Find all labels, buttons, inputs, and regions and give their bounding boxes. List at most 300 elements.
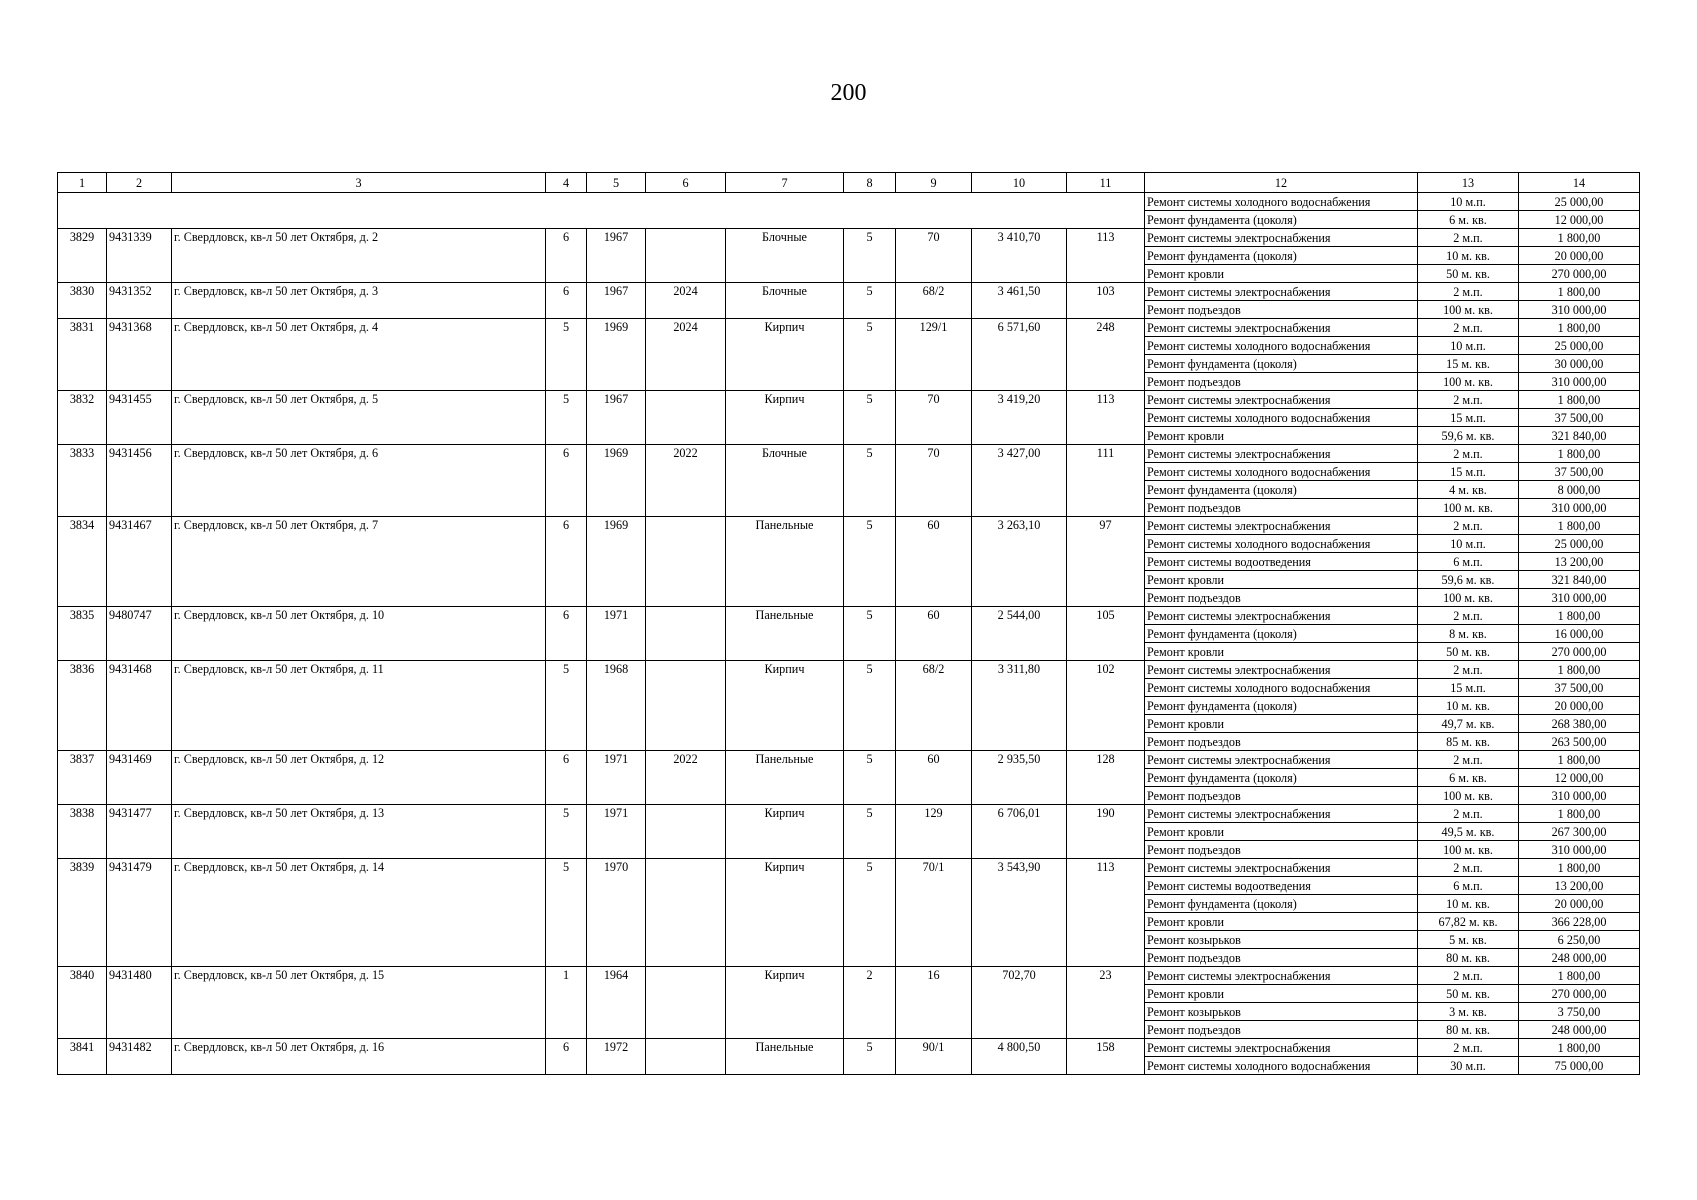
work-price-cell: 13 200,00 bbox=[1519, 877, 1640, 895]
work-price-cell: 1 800,00 bbox=[1519, 1039, 1640, 1057]
work-quantity-cell: 10 м. кв. bbox=[1418, 895, 1519, 913]
col-header-2: 2 bbox=[107, 173, 172, 193]
work-type-cell: Ремонт кровли bbox=[1145, 985, 1418, 1003]
col4-cell: 6 bbox=[546, 517, 587, 607]
floors-cell: 5 bbox=[844, 805, 896, 859]
residents-cell: 102 bbox=[1067, 661, 1145, 751]
work-quantity-cell: 10 м. кв. bbox=[1418, 697, 1519, 715]
work-price-cell: 1 800,00 bbox=[1519, 445, 1640, 463]
work-quantity-cell: 100 м. кв. bbox=[1418, 787, 1519, 805]
work-price-cell: 1 800,00 bbox=[1519, 283, 1640, 301]
work-type-cell: Ремонт системы холодного водоснабжения bbox=[1145, 679, 1418, 697]
work-price-cell: 1 800,00 bbox=[1519, 859, 1640, 877]
work-price-cell: 268 380,00 bbox=[1519, 715, 1640, 733]
work-type-cell: Ремонт кровли bbox=[1145, 571, 1418, 589]
row-number-cell: 3832 bbox=[58, 391, 107, 445]
work-price-cell: 310 000,00 bbox=[1519, 787, 1640, 805]
work-price-cell: 20 000,00 bbox=[1519, 247, 1640, 265]
work-type-cell: Ремонт системы электроснабжения bbox=[1145, 229, 1418, 247]
year-built-cell: 1972 bbox=[587, 1039, 646, 1075]
work-quantity-cell: 59,6 м. кв. bbox=[1418, 571, 1519, 589]
col-header-9: 9 bbox=[896, 173, 972, 193]
residents-cell: 97 bbox=[1067, 517, 1145, 607]
col9-cell: 129/1 bbox=[896, 319, 972, 391]
work-quantity-cell: 85 м. кв. bbox=[1418, 733, 1519, 751]
work-type-cell: Ремонт козырьков bbox=[1145, 931, 1418, 949]
work-quantity-cell: 59,6 м. кв. bbox=[1418, 427, 1519, 445]
col4-cell: 5 bbox=[546, 661, 587, 751]
wall-material-cell: Кирпич bbox=[726, 805, 844, 859]
wall-material-cell: Панельные bbox=[726, 1039, 844, 1075]
building-code-cell: 9431455 bbox=[107, 391, 172, 445]
col9-cell: 68/2 bbox=[896, 283, 972, 319]
work-price-cell: 321 840,00 bbox=[1519, 571, 1640, 589]
floors-cell: 5 bbox=[844, 319, 896, 391]
col9-cell: 70 bbox=[896, 391, 972, 445]
floors-cell: 5 bbox=[844, 283, 896, 319]
address-cell: г. Свердловск, кв-л 50 лет Октября, д. 12 bbox=[172, 751, 546, 805]
col6-cell bbox=[646, 1039, 726, 1075]
address-cell: г. Свердловск, кв-л 50 лет Октября, д. 14 bbox=[172, 859, 546, 967]
row-number-cell: 3839 bbox=[58, 859, 107, 967]
wall-material-cell: Кирпич bbox=[726, 391, 844, 445]
area-cell: 3 543,90 bbox=[972, 859, 1067, 967]
work-price-cell: 1 800,00 bbox=[1519, 967, 1640, 985]
work-quantity-cell: 50 м. кв. bbox=[1418, 643, 1519, 661]
work-quantity-cell: 2 м.п. bbox=[1418, 607, 1519, 625]
work-price-cell: 12 000,00 bbox=[1519, 769, 1640, 787]
col6-cell: 2024 bbox=[646, 283, 726, 319]
work-quantity-cell: 5 м. кв. bbox=[1418, 931, 1519, 949]
work-price-cell: 8 000,00 bbox=[1519, 481, 1640, 499]
year-built-cell: 1967 bbox=[587, 283, 646, 319]
work-price-cell: 310 000,00 bbox=[1519, 841, 1640, 859]
floors-cell: 5 bbox=[844, 445, 896, 517]
address-cell: г. Свердловск, кв-л 50 лет Октября, д. 7 bbox=[172, 517, 546, 607]
work-quantity-cell: 6 м.п. bbox=[1418, 877, 1519, 895]
col-header-8: 8 bbox=[844, 173, 896, 193]
col4-cell: 6 bbox=[546, 283, 587, 319]
work-quantity-cell: 50 м. кв. bbox=[1418, 985, 1519, 1003]
work-price-cell: 1 800,00 bbox=[1519, 319, 1640, 337]
work-price-cell: 1 800,00 bbox=[1519, 805, 1640, 823]
col-header-11: 11 bbox=[1067, 173, 1145, 193]
row-number-cell: 3829 bbox=[58, 229, 107, 283]
building-code-cell: 9431480 bbox=[107, 967, 172, 1039]
work-type-cell: Ремонт фундамента (цоколя) bbox=[1145, 895, 1418, 913]
page-number: 200 bbox=[830, 80, 867, 106]
floors-cell: 5 bbox=[844, 607, 896, 661]
work-type-cell: Ремонт фундамента (цоколя) bbox=[1145, 211, 1418, 229]
col4-cell: 6 bbox=[546, 607, 587, 661]
col6-cell: 2022 bbox=[646, 445, 726, 517]
work-quantity-cell: 100 м. кв. bbox=[1418, 841, 1519, 859]
col6-cell bbox=[646, 391, 726, 445]
col9-cell: 129 bbox=[896, 805, 972, 859]
table-row bbox=[58, 607, 1640, 625]
residents-cell: 190 bbox=[1067, 805, 1145, 859]
wall-material-cell: Кирпич bbox=[726, 859, 844, 967]
work-quantity-cell: 50 м. кв. bbox=[1418, 265, 1519, 283]
work-price-cell: 270 000,00 bbox=[1519, 985, 1640, 1003]
row-number-cell: 3841 bbox=[58, 1039, 107, 1075]
work-type-cell: Ремонт системы электроснабжения bbox=[1145, 661, 1418, 679]
work-quantity-cell: 6 м. кв. bbox=[1418, 211, 1519, 229]
row-number-cell: 3836 bbox=[58, 661, 107, 751]
table-row bbox=[58, 193, 1640, 211]
area-cell: 3 427,00 bbox=[972, 445, 1067, 517]
area-cell: 2 544,00 bbox=[972, 607, 1067, 661]
work-price-cell: 366 228,00 bbox=[1519, 913, 1640, 931]
work-price-cell: 30 000,00 bbox=[1519, 355, 1640, 373]
work-type-cell: Ремонт козырьков bbox=[1145, 1003, 1418, 1021]
area-cell: 6 706,01 bbox=[972, 805, 1067, 859]
work-price-cell: 1 800,00 bbox=[1519, 229, 1640, 247]
col9-cell: 70 bbox=[896, 445, 972, 517]
table-row bbox=[58, 283, 1640, 301]
building-code-cell: 9431482 bbox=[107, 1039, 172, 1075]
work-type-cell: Ремонт подъездов bbox=[1145, 841, 1418, 859]
work-type-cell: Ремонт подъездов bbox=[1145, 301, 1418, 319]
work-quantity-cell: 10 м. кв. bbox=[1418, 247, 1519, 265]
col4-cell: 6 bbox=[546, 445, 587, 517]
work-type-cell: Ремонт системы электроснабжения bbox=[1145, 805, 1418, 823]
work-quantity-cell: 6 м.п. bbox=[1418, 553, 1519, 571]
work-type-cell: Ремонт кровли bbox=[1145, 643, 1418, 661]
floors-cell: 2 bbox=[844, 967, 896, 1039]
year-built-cell: 1967 bbox=[587, 229, 646, 283]
work-type-cell: Ремонт фундамента (цоколя) bbox=[1145, 355, 1418, 373]
col6-cell bbox=[646, 805, 726, 859]
work-type-cell: Ремонт системы электроснабжения bbox=[1145, 607, 1418, 625]
col4-cell: 6 bbox=[546, 229, 587, 283]
work-type-cell: Ремонт фундамента (цоколя) bbox=[1145, 247, 1418, 265]
building-code-cell: 9431352 bbox=[107, 283, 172, 319]
area-cell: 6 571,60 bbox=[972, 319, 1067, 391]
col6-cell bbox=[646, 517, 726, 607]
col9-cell: 70/1 bbox=[896, 859, 972, 967]
residents-cell: 128 bbox=[1067, 751, 1145, 805]
work-quantity-cell: 2 м.п. bbox=[1418, 319, 1519, 337]
work-quantity-cell: 15 м.п. bbox=[1418, 463, 1519, 481]
building-code-cell: 9431469 bbox=[107, 751, 172, 805]
work-quantity-cell: 100 м. кв. bbox=[1418, 499, 1519, 517]
work-type-cell: Ремонт системы водоотведения bbox=[1145, 877, 1418, 895]
work-price-cell: 3 750,00 bbox=[1519, 1003, 1640, 1021]
residents-cell: 158 bbox=[1067, 1039, 1145, 1075]
residents-cell: 111 bbox=[1067, 445, 1145, 517]
area-cell: 3 419,20 bbox=[972, 391, 1067, 445]
table-body bbox=[58, 193, 1640, 1075]
work-quantity-cell: 2 м.п. bbox=[1418, 751, 1519, 769]
wall-material-cell: Блочные bbox=[726, 283, 844, 319]
work-price-cell: 310 000,00 bbox=[1519, 499, 1640, 517]
work-quantity-cell: 4 м. кв. bbox=[1418, 481, 1519, 499]
work-price-cell: 20 000,00 bbox=[1519, 895, 1640, 913]
work-quantity-cell: 2 м.п. bbox=[1418, 859, 1519, 877]
work-quantity-cell: 2 м.п. bbox=[1418, 391, 1519, 409]
col-header-7: 7 bbox=[726, 173, 844, 193]
col-header-14: 14 bbox=[1519, 173, 1640, 193]
col-header-4: 4 bbox=[546, 173, 587, 193]
residents-cell: 103 bbox=[1067, 283, 1145, 319]
table-row bbox=[58, 1039, 1640, 1057]
col9-cell: 90/1 bbox=[896, 1039, 972, 1075]
row-number-cell: 3837 bbox=[58, 751, 107, 805]
work-type-cell: Ремонт фундамента (цоколя) bbox=[1145, 769, 1418, 787]
col9-cell: 60 bbox=[896, 607, 972, 661]
work-quantity-cell: 49,5 м. кв. bbox=[1418, 823, 1519, 841]
work-quantity-cell: 2 м.п. bbox=[1418, 517, 1519, 535]
col6-cell bbox=[646, 229, 726, 283]
work-price-cell: 16 000,00 bbox=[1519, 625, 1640, 643]
work-type-cell: Ремонт системы холодного водоснабжения bbox=[1145, 409, 1418, 427]
col-header-5: 5 bbox=[587, 173, 646, 193]
work-price-cell: 37 500,00 bbox=[1519, 463, 1640, 481]
work-type-cell: Ремонт подъездов bbox=[1145, 499, 1418, 517]
year-built-cell: 1969 bbox=[587, 319, 646, 391]
table-row bbox=[58, 661, 1640, 679]
table-row bbox=[58, 517, 1640, 535]
work-type-cell: Ремонт фундамента (цоколя) bbox=[1145, 697, 1418, 715]
col4-cell: 5 bbox=[546, 859, 587, 967]
work-quantity-cell: 15 м.п. bbox=[1418, 679, 1519, 697]
work-quantity-cell: 2 м.п. bbox=[1418, 445, 1519, 463]
col4-cell: 5 bbox=[546, 319, 587, 391]
floors-cell: 5 bbox=[844, 391, 896, 445]
work-price-cell: 263 500,00 bbox=[1519, 733, 1640, 751]
work-type-cell: Ремонт системы электроснабжения bbox=[1145, 859, 1418, 877]
row-number-cell: 3835 bbox=[58, 607, 107, 661]
work-quantity-cell: 3 м. кв. bbox=[1418, 1003, 1519, 1021]
work-type-cell: Ремонт системы электроснабжения bbox=[1145, 283, 1418, 301]
col-header-3: 3 bbox=[172, 173, 546, 193]
work-type-cell: Ремонт системы электроснабжения bbox=[1145, 751, 1418, 769]
work-type-cell: Ремонт системы электроснабжения bbox=[1145, 319, 1418, 337]
work-type-cell: Ремонт системы электроснабжения bbox=[1145, 1039, 1418, 1057]
work-type-cell: Ремонт системы электроснабжения bbox=[1145, 391, 1418, 409]
row-number-cell: 3831 bbox=[58, 319, 107, 391]
row-number-cell: 3838 bbox=[58, 805, 107, 859]
col9-cell: 70 bbox=[896, 229, 972, 283]
work-type-cell: Ремонт системы холодного водоснабжения bbox=[1145, 337, 1418, 355]
work-quantity-cell: 100 м. кв. bbox=[1418, 373, 1519, 391]
building-code-cell: 9431479 bbox=[107, 859, 172, 967]
year-built-cell: 1964 bbox=[587, 967, 646, 1039]
work-quantity-cell: 100 м. кв. bbox=[1418, 301, 1519, 319]
work-type-cell: Ремонт подъездов bbox=[1145, 1021, 1418, 1039]
work-price-cell: 20 000,00 bbox=[1519, 697, 1640, 715]
col4-cell: 5 bbox=[546, 391, 587, 445]
table-row bbox=[58, 967, 1640, 985]
address-cell: г. Свердловск, кв-л 50 лет Октября, д. 5 bbox=[172, 391, 546, 445]
building-code-cell: 9431468 bbox=[107, 661, 172, 751]
col4-cell: 6 bbox=[546, 751, 587, 805]
work-price-cell: 25 000,00 bbox=[1519, 337, 1640, 355]
work-quantity-cell: 15 м.п. bbox=[1418, 409, 1519, 427]
area-cell: 3 311,80 bbox=[972, 661, 1067, 751]
work-quantity-cell: 2 м.п. bbox=[1418, 805, 1519, 823]
work-type-cell: Ремонт кровли bbox=[1145, 913, 1418, 931]
work-type-cell: Ремонт кровли bbox=[1145, 715, 1418, 733]
table-row bbox=[58, 319, 1640, 337]
work-type-cell: Ремонт системы электроснабжения bbox=[1145, 445, 1418, 463]
work-quantity-cell: 8 м. кв. bbox=[1418, 625, 1519, 643]
wall-material-cell: Блочные bbox=[726, 445, 844, 517]
table-row bbox=[58, 391, 1640, 409]
row-number-cell: 3840 bbox=[58, 967, 107, 1039]
work-type-cell: Ремонт системы холодного водоснабжения bbox=[1145, 193, 1418, 211]
wall-material-cell: Кирпич bbox=[726, 661, 844, 751]
address-cell: г. Свердловск, кв-л 50 лет Октября, д. 6 bbox=[172, 445, 546, 517]
work-quantity-cell: 2 м.п. bbox=[1418, 229, 1519, 247]
area-cell: 2 935,50 bbox=[972, 751, 1067, 805]
work-quantity-cell: 15 м. кв. bbox=[1418, 355, 1519, 373]
work-price-cell: 270 000,00 bbox=[1519, 643, 1640, 661]
address-cell: г. Свердловск, кв-л 50 лет Октября, д. 11 bbox=[172, 661, 546, 751]
work-price-cell: 310 000,00 bbox=[1519, 301, 1640, 319]
area-cell: 3 263,10 bbox=[972, 517, 1067, 607]
work-type-cell: Ремонт системы электроснабжения bbox=[1145, 967, 1418, 985]
year-built-cell: 1971 bbox=[587, 805, 646, 859]
work-type-cell: Ремонт подъездов bbox=[1145, 949, 1418, 967]
work-price-cell: 310 000,00 bbox=[1519, 373, 1640, 391]
floors-cell: 5 bbox=[844, 751, 896, 805]
residents-cell: 113 bbox=[1067, 229, 1145, 283]
col6-cell bbox=[646, 661, 726, 751]
row-number-cell: 3833 bbox=[58, 445, 107, 517]
col-header-6: 6 bbox=[646, 173, 726, 193]
col4-cell: 5 bbox=[546, 805, 587, 859]
building-code-cell: 9431368 bbox=[107, 319, 172, 391]
col6-cell: 2024 bbox=[646, 319, 726, 391]
work-quantity-cell: 2 м.п. bbox=[1418, 1039, 1519, 1057]
address-cell: г. Свердловск, кв-л 50 лет Октября, д. 4 bbox=[172, 319, 546, 391]
work-type-cell: Ремонт подъездов bbox=[1145, 733, 1418, 751]
work-quantity-cell: 10 м.п. bbox=[1418, 193, 1519, 211]
col-header-10: 10 bbox=[972, 173, 1067, 193]
year-built-cell: 1967 bbox=[587, 391, 646, 445]
residents-cell: 113 bbox=[1067, 391, 1145, 445]
year-built-cell: 1969 bbox=[587, 445, 646, 517]
work-price-cell: 267 300,00 bbox=[1519, 823, 1640, 841]
residents-cell: 105 bbox=[1067, 607, 1145, 661]
work-type-cell: Ремонт кровли bbox=[1145, 823, 1418, 841]
col-header-12: 12 bbox=[1145, 173, 1418, 193]
col9-cell: 68/2 bbox=[896, 661, 972, 751]
work-price-cell: 270 000,00 bbox=[1519, 265, 1640, 283]
repair-table bbox=[57, 172, 1640, 1075]
work-price-cell: 248 000,00 bbox=[1519, 1021, 1640, 1039]
year-built-cell: 1970 bbox=[587, 859, 646, 967]
building-code-cell: 9431467 bbox=[107, 517, 172, 607]
work-quantity-cell: 6 м. кв. bbox=[1418, 769, 1519, 787]
work-price-cell: 6 250,00 bbox=[1519, 931, 1640, 949]
row-number-cell: 3834 bbox=[58, 517, 107, 607]
address-cell: г. Свердловск, кв-л 50 лет Октября, д. 16 bbox=[172, 1039, 546, 1075]
col9-cell: 60 bbox=[896, 751, 972, 805]
residents-cell: 23 bbox=[1067, 967, 1145, 1039]
area-cell: 3 410,70 bbox=[972, 229, 1067, 283]
work-type-cell: Ремонт системы холодного водоснабжения bbox=[1145, 535, 1418, 553]
work-quantity-cell: 49,7 м. кв. bbox=[1418, 715, 1519, 733]
address-cell: г. Свердловск, кв-л 50 лет Октября, д. 10 bbox=[172, 607, 546, 661]
work-price-cell: 25 000,00 bbox=[1519, 193, 1640, 211]
work-price-cell: 1 800,00 bbox=[1519, 661, 1640, 679]
address-cell: г. Свердловск, кв-л 50 лет Октября, д. 3 bbox=[172, 283, 546, 319]
work-quantity-cell: 67,82 м. кв. bbox=[1418, 913, 1519, 931]
floors-cell: 5 bbox=[844, 229, 896, 283]
address-cell: г. Свердловск, кв-л 50 лет Октября, д. 13 bbox=[172, 805, 546, 859]
work-quantity-cell: 80 м. кв. bbox=[1418, 1021, 1519, 1039]
col9-cell: 16 bbox=[896, 967, 972, 1039]
header-row bbox=[58, 173, 1640, 193]
work-price-cell: 1 800,00 bbox=[1519, 517, 1640, 535]
work-quantity-cell: 10 м.п. bbox=[1418, 337, 1519, 355]
year-built-cell: 1971 bbox=[587, 607, 646, 661]
address-cell: г. Свердловск, кв-л 50 лет Октября, д. 15 bbox=[172, 967, 546, 1039]
work-quantity-cell: 10 м.п. bbox=[1418, 535, 1519, 553]
wall-material-cell: Панельные bbox=[726, 517, 844, 607]
work-type-cell: Ремонт системы водоотведения bbox=[1145, 553, 1418, 571]
col4-cell: 1 bbox=[546, 967, 587, 1039]
work-price-cell: 12 000,00 bbox=[1519, 211, 1640, 229]
work-quantity-cell: 80 м. кв. bbox=[1418, 949, 1519, 967]
table-row bbox=[58, 751, 1640, 769]
table-row bbox=[58, 229, 1640, 247]
wall-material-cell: Панельные bbox=[726, 607, 844, 661]
building-code-cell: 9431339 bbox=[107, 229, 172, 283]
work-price-cell: 13 200,00 bbox=[1519, 553, 1640, 571]
table-row bbox=[58, 805, 1640, 823]
building-code-cell: 9480747 bbox=[107, 607, 172, 661]
table-row bbox=[58, 445, 1640, 463]
work-quantity-cell: 100 м. кв. bbox=[1418, 589, 1519, 607]
work-type-cell: Ремонт подъездов bbox=[1145, 787, 1418, 805]
building-code-cell: 9431477 bbox=[107, 805, 172, 859]
area-cell: 3 461,50 bbox=[972, 283, 1067, 319]
work-type-cell: Ремонт подъездов bbox=[1145, 373, 1418, 391]
work-price-cell: 37 500,00 bbox=[1519, 679, 1640, 697]
col6-cell: 2022 bbox=[646, 751, 726, 805]
work-quantity-cell: 2 м.п. bbox=[1418, 661, 1519, 679]
address-cell: г. Свердловск, кв-л 50 лет Октября, д. 2 bbox=[172, 229, 546, 283]
col6-cell bbox=[646, 967, 726, 1039]
building-code-cell: 9431456 bbox=[107, 445, 172, 517]
work-type-cell: Ремонт кровли bbox=[1145, 427, 1418, 445]
wall-material-cell: Кирпич bbox=[726, 319, 844, 391]
work-price-cell: 75 000,00 bbox=[1519, 1057, 1640, 1075]
work-type-cell: Ремонт кровли bbox=[1145, 265, 1418, 283]
floors-cell: 5 bbox=[844, 517, 896, 607]
floors-cell: 5 bbox=[844, 661, 896, 751]
floors-cell: 5 bbox=[844, 1039, 896, 1075]
floors-cell: 5 bbox=[844, 859, 896, 967]
wall-material-cell: Кирпич bbox=[726, 967, 844, 1039]
work-price-cell: 1 800,00 bbox=[1519, 391, 1640, 409]
col6-cell bbox=[646, 607, 726, 661]
residents-cell: 248 bbox=[1067, 319, 1145, 391]
work-type-cell: Ремонт системы холодного водоснабжения bbox=[1145, 463, 1418, 481]
wall-material-cell: Блочные bbox=[726, 229, 844, 283]
col-header-1: 1 bbox=[58, 173, 107, 193]
area-cell: 702,70 bbox=[972, 967, 1067, 1039]
wall-material-cell: Панельные bbox=[726, 751, 844, 805]
col4-cell: 6 bbox=[546, 1039, 587, 1075]
col6-cell bbox=[646, 859, 726, 967]
work-price-cell: 248 000,00 bbox=[1519, 949, 1640, 967]
work-type-cell: Ремонт фундамента (цоколя) bbox=[1145, 625, 1418, 643]
